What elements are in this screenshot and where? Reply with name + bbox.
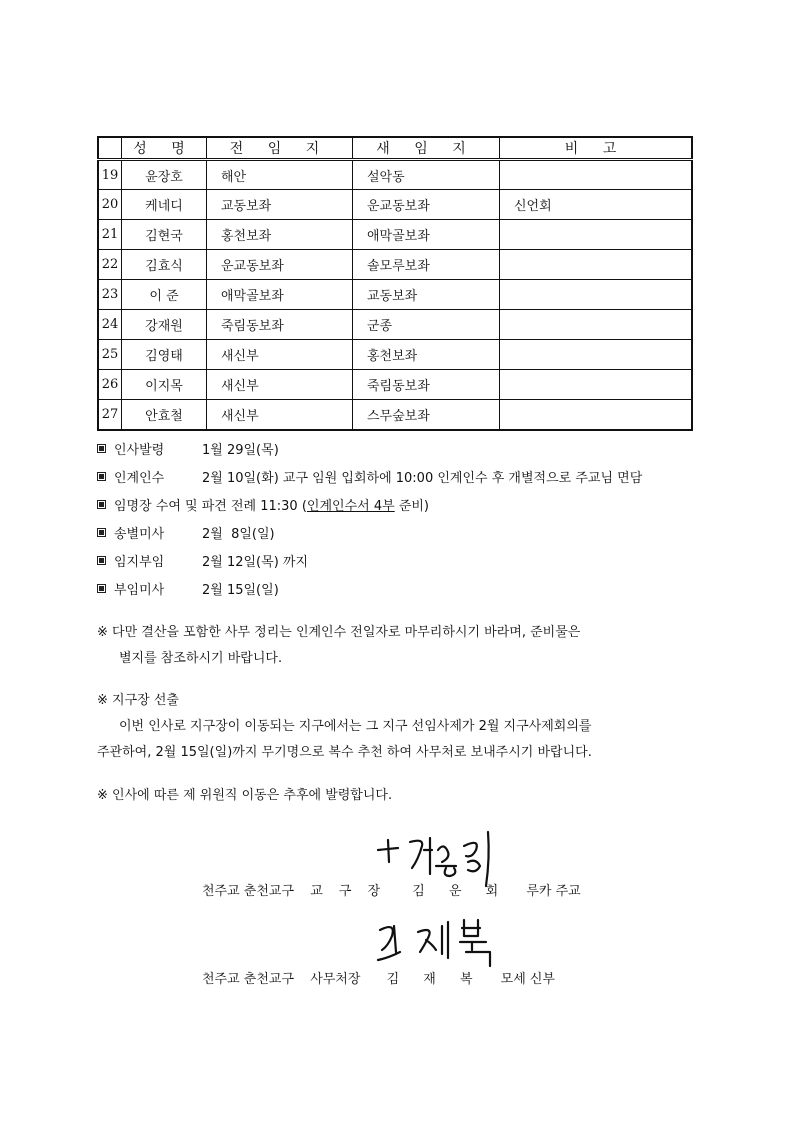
row-name: 윤장호: [122, 160, 207, 190]
square-bullet-icon: [97, 528, 106, 537]
header-note: 비 고: [500, 137, 693, 160]
row-name: 이 준: [122, 280, 207, 310]
table-row: [98, 400, 692, 430]
chancellor-suffix: 모세 신부: [500, 972, 556, 987]
schedule-item-announce: [97, 441, 717, 469]
row-name: 이지목: [122, 370, 207, 400]
schedule-underlined-text: 인계인수서 4부: [306, 499, 395, 514]
row-note: 신언회: [500, 190, 693, 220]
row-prev: 죽림동보좌: [207, 310, 353, 340]
row-prev: 새신부: [207, 400, 353, 430]
row-name: 강재원: [122, 310, 207, 340]
schedule-item-appointment: [97, 497, 717, 525]
row-name: 안효철: [122, 400, 207, 430]
committee-note: ※ 인사에 따른 제 위원직 이동은 추후에 발령합니다.: [97, 788, 393, 803]
row-num: 27: [98, 400, 122, 430]
header-prev: 전 임 지: [207, 137, 353, 160]
square-bullet-icon: [97, 500, 106, 509]
header-num: [98, 137, 122, 160]
table-row: [98, 340, 692, 370]
district-note: [97, 688, 703, 766]
chancellor-title: 사무처장: [310, 972, 361, 987]
table-row: [98, 190, 692, 220]
schedule-value: 2월 12일(목) 까지: [202, 555, 309, 570]
personnel-table: [97, 136, 693, 431]
row-num: 24: [98, 310, 122, 340]
row-next: 운교동보좌: [353, 190, 500, 220]
table-row: [98, 370, 692, 400]
schedule-value: 2월 10일(화) 교구 임원 입회하에 10:00 인계인수 후 개별적으로 주교님 면담: [202, 471, 643, 486]
square-bullet-icon: [97, 556, 106, 565]
row-num: 25: [98, 340, 122, 370]
schedule-value: 1월 29일(목): [202, 443, 279, 458]
note-line: 이번 인사로 지구장이 이동되는 지구에서는 그 지구 선임사제가 2월 지구사제회의를: [119, 719, 592, 734]
schedule-item-farewell: [97, 525, 717, 553]
schedule-value: 2월 8일(일): [202, 527, 275, 542]
note-line: 주관하여, 2월 15일(일)까지 무기명으로 복수 추천 하여 사무처로 보내주시기 바랍니다.: [97, 745, 592, 760]
row-prev: 교동보좌: [207, 190, 353, 220]
chancellor-name: 김 재 복: [386, 972, 483, 987]
bishop-name: 김 운 회: [412, 884, 509, 899]
row-note: [500, 370, 693, 400]
table-header-row: [98, 137, 692, 160]
schedule-list: [97, 441, 717, 609]
row-name: 김영태: [122, 340, 207, 370]
settlement-note: [97, 620, 703, 672]
table-row: [98, 310, 692, 340]
note-line: ※ 다만 결산을 포함한 사무 정리는 인계인수 전일자로 마무리하시기 바라며, 준비물은: [97, 625, 581, 640]
row-next: 솔모루보좌: [353, 250, 500, 280]
row-num: 20: [98, 190, 122, 220]
schedule-label: 임명장 수여 및 파견 전례 11:30 (: [114, 499, 307, 514]
row-next: 애막골보좌: [353, 220, 500, 250]
row-note: [500, 340, 693, 370]
row-num: 19: [98, 160, 122, 190]
schedule-label: 임지부임: [114, 555, 165, 570]
note-title: ※ 지구장 선출: [97, 693, 179, 708]
row-name: 김현국: [122, 220, 207, 250]
row-prev: 홍천보좌: [207, 220, 353, 250]
schedule-item-inaugural: [97, 581, 717, 609]
row-next: 죽림동보좌: [353, 370, 500, 400]
schedule-item-handover: [97, 469, 717, 497]
row-next: 군종: [353, 310, 500, 340]
row-note: [500, 220, 693, 250]
row-prev: 운교동보좌: [207, 250, 353, 280]
row-name: 케네디: [122, 190, 207, 220]
table-row: [98, 250, 692, 280]
table-row: [98, 160, 692, 190]
schedule-item-arrival: [97, 553, 717, 581]
note-line: 별지를 참조하시기 바랍니다.: [119, 651, 283, 666]
schedule-value: 2월 15일(일): [202, 583, 279, 598]
square-bullet-icon: [97, 584, 106, 593]
row-next: 스무숲보좌: [353, 400, 500, 430]
schedule-label-suffix: 준비): [394, 499, 430, 514]
square-bullet-icon: [97, 472, 106, 481]
row-num: 21: [98, 220, 122, 250]
chancellor-signature-line: [202, 968, 555, 987]
row-next: 설악동: [353, 160, 500, 190]
row-note: [500, 400, 693, 430]
row-num: 26: [98, 370, 122, 400]
row-note: [500, 250, 693, 280]
table-row: [98, 220, 692, 250]
row-prev: 새신부: [207, 370, 353, 400]
bishop-suffix: 루카 주교: [526, 884, 581, 899]
row-note: [500, 280, 693, 310]
bishop-handwritten-signature: [372, 828, 502, 888]
bishop-org: 천주교 춘천교구: [202, 884, 295, 899]
row-num: 23: [98, 280, 122, 310]
chancellor-org: 천주교 춘천교구: [202, 972, 295, 987]
schedule-label: 인사발령: [114, 443, 165, 458]
row-name: 김효식: [122, 250, 207, 280]
bishop-signature-line: [202, 880, 581, 899]
row-num: 22: [98, 250, 122, 280]
schedule-label: 인계인수: [114, 471, 165, 486]
row-note: [500, 310, 693, 340]
row-next: 홍천보좌: [353, 340, 500, 370]
table-row: [98, 280, 692, 310]
chancellor-handwritten-signature: [374, 912, 504, 974]
row-prev: 애막골보좌: [207, 280, 353, 310]
row-prev: 새신부: [207, 340, 353, 370]
bishop-title: 교 구 장: [310, 884, 387, 899]
square-bullet-icon: [97, 444, 106, 453]
row-next: 교동보좌: [353, 280, 500, 310]
header-next: 새 임 지: [353, 137, 500, 160]
header-name: 성 명: [122, 137, 207, 160]
row-prev: 해안: [207, 160, 353, 190]
row-note: [500, 160, 693, 190]
schedule-label: 부임미사: [114, 583, 165, 598]
schedule-label: 송별미사: [114, 527, 165, 542]
